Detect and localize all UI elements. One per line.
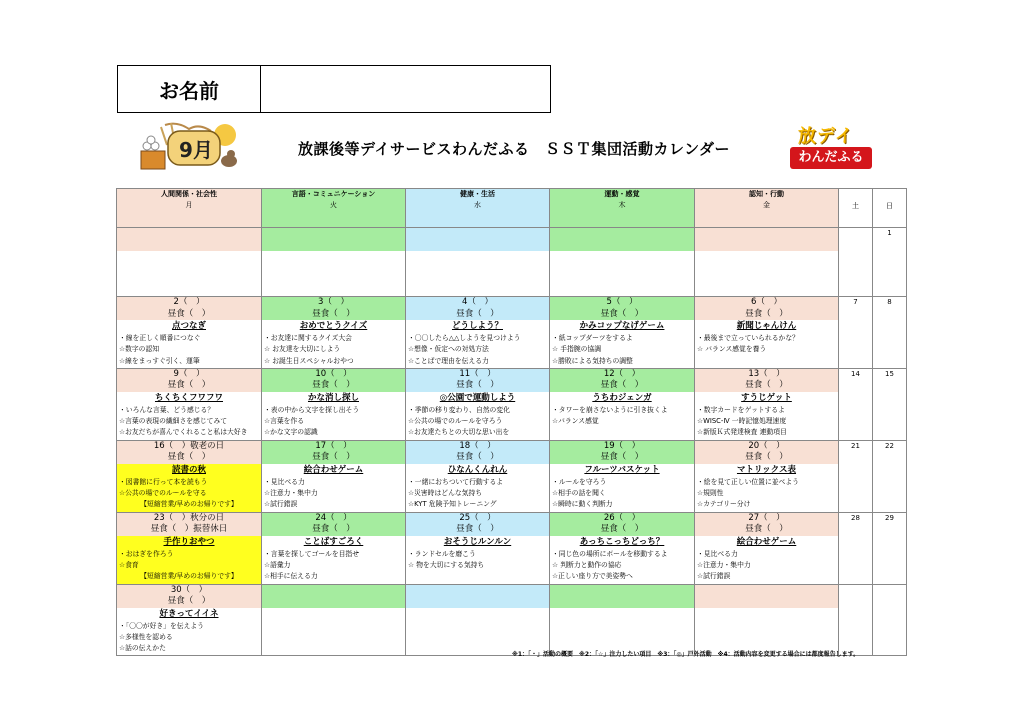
page-title: 放課後等デイサービスわんだふる ＳＳＴ集団活動カレンダー <box>298 140 730 158</box>
header-tuesday: 言語・コミュニケーション 火 <box>262 189 406 228</box>
day-cell-11: 11（ ） 昼食（ ） ◎公園で運動しよう ・季節の移り変わり、自然の変化 ☆公共の場でのルールを守ろう ☆お友達たちとの大切な思い出を <box>406 368 550 440</box>
thu-cell <box>550 228 695 297</box>
logo-top-text: 放デイ <box>798 126 854 147</box>
day-cell-19: 19（ ） 昼食（ ） フルーツバスケット ・ルールを守ろう ☆相手の話を聞く ☆瞬時に動く判断力 <box>550 440 695 512</box>
week-row <box>117 584 907 656</box>
day-cell-18: 18（ ） 昼食（ ） ひなんくんれん ・一緒におちついて行動するよ ☆災害時はどんな気持ち ☆KYT 危険予知トレーニング <box>406 440 550 512</box>
sat-cell: 14 <box>839 368 873 440</box>
day-cell-6: 6（ ） 昼食（ ） 新聞じゃんけん ・最後まで立っていられるかな？ ☆ バランス感覚を養う <box>695 297 839 369</box>
tue-cell <box>262 584 406 656</box>
sat-cell <box>839 584 873 656</box>
tue-cell <box>262 228 406 297</box>
header-wednesday: 健康・生活 水 <box>406 189 550 228</box>
mon-cell <box>117 228 262 297</box>
day-cell-3: 3（ ） 昼食（ ） おめでとうクイズ ・お友達に関するクイズ大会 ☆ お友達を大切にしよう ☆ お誕生日スペシャルおやつ <box>262 297 406 369</box>
week-row <box>117 512 907 584</box>
sat-cell: 28 <box>839 512 873 584</box>
day-cell-17: 17（ ） 昼食（ ） 絵合わせゲーム ・見比べる力 ☆注意力・集中力 ☆試行錯誤 <box>262 440 406 512</box>
sat-cell: 7 <box>839 297 873 369</box>
week-row <box>117 228 907 297</box>
sun-cell: 22 <box>873 440 907 512</box>
sat-cell <box>839 228 873 297</box>
week-row <box>117 368 907 440</box>
day-cell-16: 16（ ）敬老の日 昼食（ ） 読書の秋 ・図書館に行って本を読もう ☆公共の場でのルールを守る 【短縮営業/早めのお帰りです】 <box>117 440 262 512</box>
header-thursday: 運動・感覚 木 <box>550 189 695 228</box>
day-cell-26: 26（ ） 昼食（ ） あっちこっちどっち？ ・同じ色の場所にボールを移動するよ ☆ 判断力と動作の協応 ☆正しい座り方で美姿勢へ <box>550 512 695 584</box>
day-cell-9: 9（ ） 昼食（ ） ちくちくフワフワ ・いろんな言葉、どう感じる？ ☆言葉の表現の繊細さを感じてみて ☆お友だちが喜んでくれること私は大好き <box>117 368 262 440</box>
week-row <box>117 297 907 369</box>
weekday-header-row <box>117 189 907 228</box>
day-cell-10: 10（ ） 昼食（ ） かな消し探し ・表の中から文字を探し出そう ☆言葉を作る ☆かな文字の認識 <box>262 368 406 440</box>
activity-calendar <box>116 188 907 656</box>
footnote: ※1：「・」活動の概要 ※2：「☆」注力したい項目 ※3：「◎」戸外活動 ※4：活動内容を変更する場合には都度報告します。 <box>512 651 860 658</box>
name-box <box>117 65 551 113</box>
name-field[interactable] <box>261 66 550 112</box>
day-cell-24: 24（ ） 昼食（ ） ことばすごろく ・言葉を探してゴールを目指せ ☆語彙力 ☆相手に伝える力 <box>262 512 406 584</box>
fri-cell <box>695 228 839 297</box>
day-cell-27: 27（ ） 昼食（ ） 絵合わせゲーム ・見比べる力 ☆注意力・集中力 ☆試行錯誤 <box>695 512 839 584</box>
day-cell-13: 13（ ） 昼食（ ） すうじゲット ・数字カードをゲットするよ ☆WISC-Ⅳ 一時記憶処理速度 ☆新版Ｋ式発達検査 連動項目 <box>695 368 839 440</box>
day-cell-5: 5（ ） 昼食（ ） かみコップなげゲーム ・紙コップダーツをするよ ☆ 手指腕の協調 ☆勝敗による気持ちの調整 <box>550 297 695 369</box>
sun-cell: 29 <box>873 512 907 584</box>
month-badge: 9月 <box>179 138 213 162</box>
sat-cell: 21 <box>839 440 873 512</box>
header-sunday: 日 <box>873 189 907 228</box>
header-friday: 認知・行動 金 <box>695 189 839 228</box>
day-cell-4: 4（ ） 昼食（ ） どうしよう？ ・〇〇したら△△しようを見つけよう ☆想像・仮定への対処方法 ☆ことばで理由を伝える力 <box>406 297 550 369</box>
day-cell-12: 12（ ） 昼食（ ） うちわジェンガ ・タワーを崩さないように引き抜くよ ☆バランス感覚 <box>550 368 695 440</box>
sun-cell: 15 <box>873 368 907 440</box>
header-saturday: 土 <box>839 189 873 228</box>
sun-cell: 8 <box>873 297 907 369</box>
day-cell-20: 20（ ） 昼食（ ） マトリックス表 ・絵を見て正しい位置に並べよう ☆規則性 ☆カテゴリー分け <box>695 440 839 512</box>
header-monday: 人間関係・社会性 月 <box>117 189 262 228</box>
day-cell-25: 25（ ） 昼食（ ） おそうじルンルン ・ランドセルを磨こう ☆ 物を大切にする気持ち <box>406 512 550 584</box>
sun-cell <box>873 584 907 656</box>
day-cell-30: 30（ ） 昼食（ ） 好きってイイネ ・「〇〇が好き」を伝えよう ☆多様性を認める ☆話の伝えかた <box>117 584 262 656</box>
wed-cell <box>406 228 550 297</box>
day-cell-2: 2（ ） 昼食（ ） 点つなぎ ・線を正しく順番につなぐ ☆数字の認知 ☆線をまっすぐ引く、運筆 <box>117 297 262 369</box>
logo-bottom-text: わんだふる <box>790 147 872 169</box>
thu-cell <box>550 584 695 656</box>
name-label: お名前 <box>118 66 261 112</box>
wandafuru-logo <box>790 122 872 172</box>
day-cell-23: 23（ ）秋分の日 昼食（ ）振替休日 手作りおやつ ・おはぎを作ろう ☆食育 【短縮営業/早めのお帰りです】 <box>117 512 262 584</box>
fri-cell <box>695 584 839 656</box>
sun-cell: 1 <box>873 228 907 297</box>
week-row <box>117 440 907 512</box>
wed-cell <box>406 584 550 656</box>
